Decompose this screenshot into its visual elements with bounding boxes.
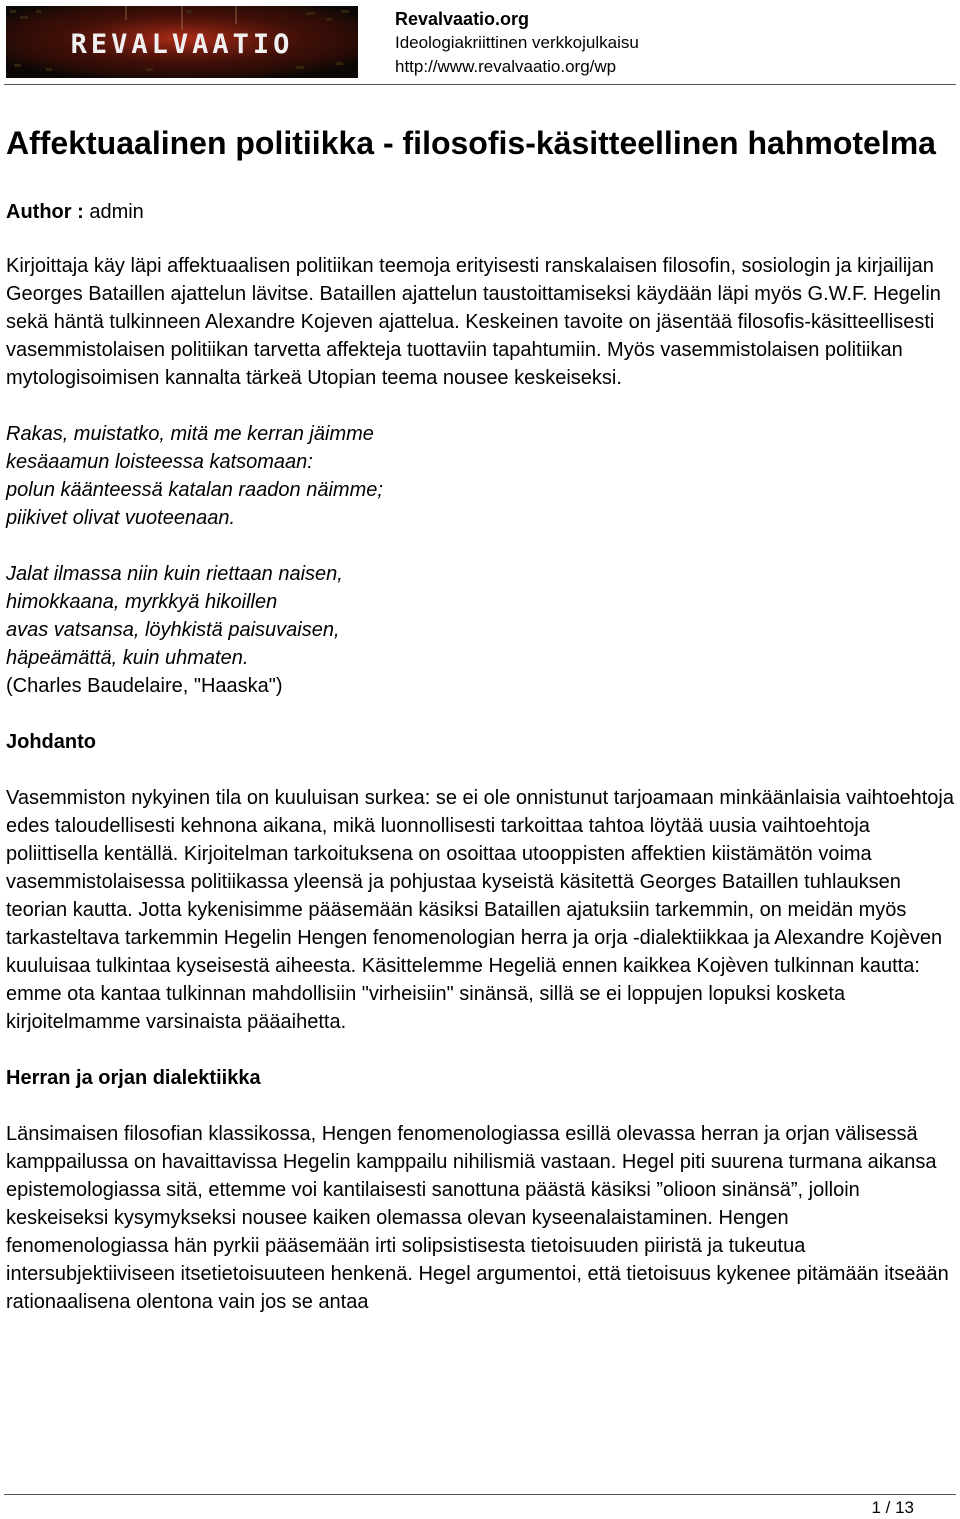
poem-citation: (Charles Baudelaire, "Haaska") [6,675,283,697]
article-title: Affektuaalinen politiikka - filosofis-käsitteellinen hahmotelma [6,125,936,161]
author-label: Author : [6,201,84,223]
section-heading-herra-orja: Herran ja orjan dialektiikka [6,1067,261,1089]
poem-line: Jalat ilmassa niin kuin riettaan naisen, [6,563,343,585]
poem-line: himokkaana, myrkkyä hikoillen [6,591,278,613]
logo-text: REVALVAATIO [70,29,294,60]
author-line [6,198,956,226]
article [6,122,956,1316]
site-info [395,7,639,79]
poem-line: häpeämättä, kuin uhmaten. [6,647,249,669]
poem-line: kesäaamun loisteessa katsomaan: [6,451,313,473]
page-header [0,0,960,86]
logo-graphic [6,6,358,78]
footer-divider [4,1494,956,1495]
site-logo[interactable] [6,6,358,78]
author-name: admin [83,201,144,223]
section-text-herra-orja: Länsimaisen filosofian klassikossa, Hengen fenomenologiassa esillä olevassa herran ja orjan välisessä kamppailussa on havaittavissa Hegelin kamppailu nihilismiä vastaan. Hegel piti suurena turmana aikansa epistemologiassa sitä, ettemme voi kantilaisesti sanottuna päästä käsiksi ”olioon sinänsä”, jolloin keskeiseksi kysymykseksi nousee kaiken olemassa olevan kyseenalaistaminen. Hengen fenomenologiassa hän pyrkii pääsemään irti solipsistisesta tietoisuuden piiristä ja tukeutua intersubjektiiviseen itsetietoisuuteen henkenä. Hegel argumentoi, että tietoisuus kykenee pitämään itseään rationaalisena olentona vain jos se antaa [6,1123,949,1313]
section-text-johdanto: Vasemmiston nykyinen tila on kuuluisan surkea: se ei ole onnistunut tarjoamaan minkäänlaisia vaihtoehtoja edes taloudellisesti kehnona aikana, mikä luonnollisesti tarkoittaa tahtoa löytää uusia vaihtoehtoja poliittisella kentällä. Kirjoitelman tarkoituksena on osoittaa utooppisten affektien kiistämätön voima vasemmistolaisessa politiikassa yleensä ja pohjustaa kyseistä käsitettä Georges Bataillen tuhlauksen teorian kautta. Jotta kykenisimme pääsemään käsiksi Bataillen ajatuksiin tarkemmin, on meidän myös tarkasteltava tarkemmin Hegelin Hengen fenomenologian herra ja orja -dialektiikkaa ja Alexandre Kojèven kuuluisaa tulkintaa kyseisestä aiheesta. Käsittelemme Hegeliä ennen kaikkea Kojèven tulkinnan kautta: emme ota kantaa tulkinnan mahdollisiin "virheisiin" sinänsä, sillä se ei loppujen lopuksi kosketa kirjoitelmamme varsinaista pääaihetta. [6,787,954,1033]
page-number: 1 / 13 [871,1498,914,1517]
header-divider [4,84,956,85]
poem-line: avas vatsansa, löyhkistä paisuvaisen, [6,619,340,641]
site-tagline: Ideologiakriittinen verkkojulkaisu [395,33,639,52]
section-heading-johdanto: Johdanto [6,731,96,753]
poem-line: Rakas, muistatko, mitä me kerran jäimme [6,423,374,445]
poem-stanza-2 [6,560,956,700]
poem-stanza-1 [6,420,956,532]
poem-line: polun käänteessä katalan raadon näimme; [6,479,383,501]
site-name[interactable]: Revalvaatio.org [395,9,530,29]
poem-quote [6,420,956,700]
site-url[interactable]: http://www.revalvaatio.org/wp [395,57,617,76]
poem-line: piikivet olivat vuoteenaan. [6,507,236,529]
article-abstract: Kirjoittaja käy läpi affektuaalisen politiikan teemoja erityisesti ranskalaisen filosofin, sosiologin ja kirjailijan Georges Bataillen ajattelun lävitse. Bataillen ajattelun taustoittamiseksi käydään läpi myös G.W.F. Hegelin sekä häntä tulkinneen Alexandre Kojeven ajattelua. Keskeinen tavoite on jäsentää filosofis-käsitteellisesti vasemmistolaisen politiikan tarvetta affekteja tuottaviin tapahtumiin. Myös vasemmistolaisen politiikan mytologisoimisen kannalta tärkeä Utopian teema nousee keskeiseksi. [6,255,941,389]
